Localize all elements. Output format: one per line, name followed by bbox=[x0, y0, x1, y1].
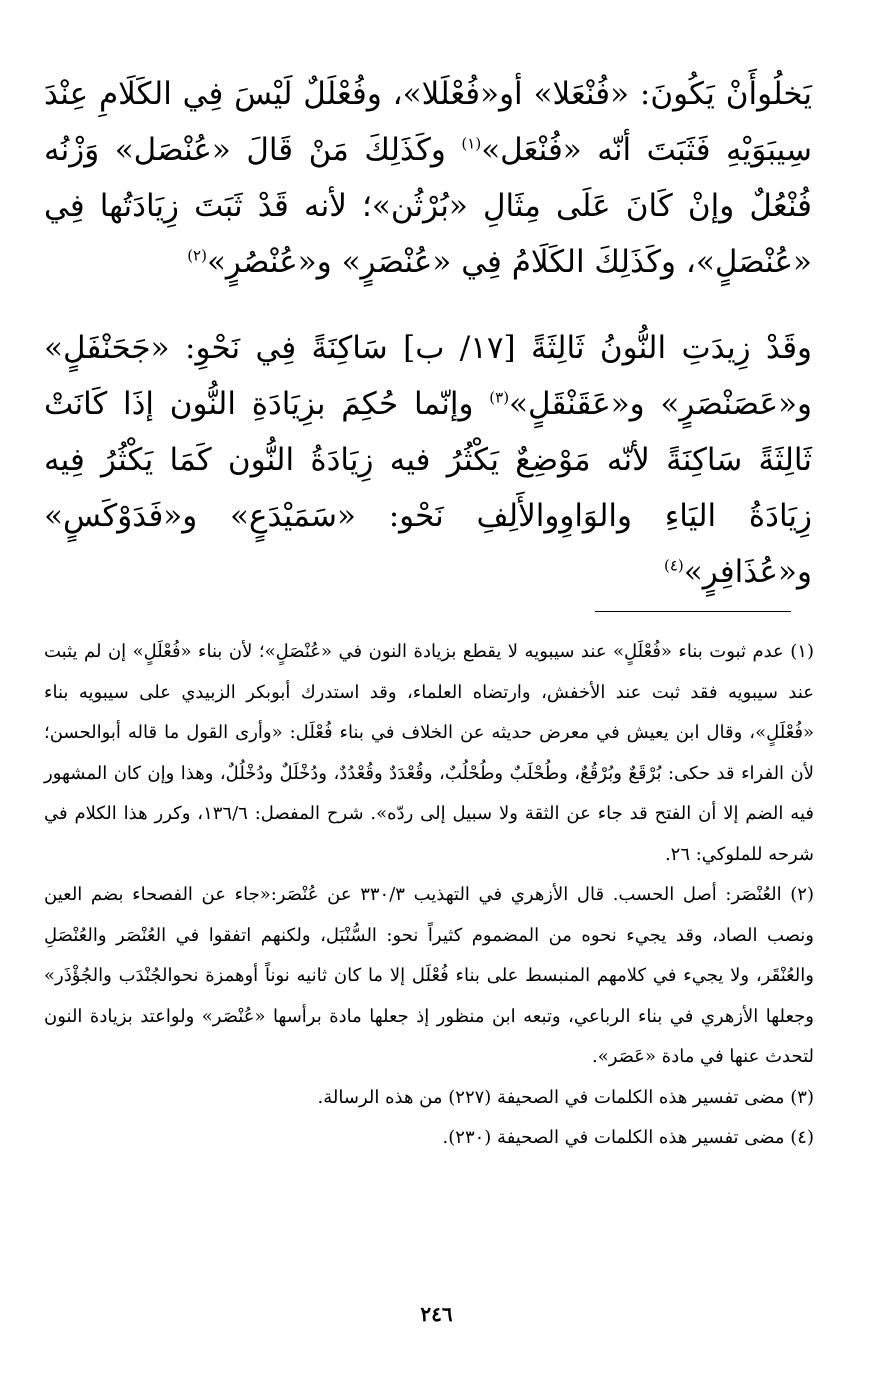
footnote-2 bbox=[44, 875, 814, 1078]
footnote-reference-2[interactable]: (٢) bbox=[187, 246, 207, 265]
footnote-marker: (٣) bbox=[790, 1086, 814, 1108]
main-paragraph-1 bbox=[44, 66, 812, 290]
footnote-separator bbox=[595, 611, 791, 612]
footnote-text: عدم ثبوت بناء «فُعْلَلٍ» عند سيبويه لا يقطع بزيادة النون في «عُنْصَلٍ»؛ لأن بناء «فُعْلَلٍ» إن لم يثبت عند سيبويه فقد ثبت عند الأخفش، وارتضاه العلماء، وقد استدرك أبوبكر الزبيدي على سيبويه بناء «فُعْلَلٍ»، وقال ابن يعيش في معرض حديثه عن الخلاف في بناء فُعْلَل: «وأرى القول ما قاله أبوالحسن؛ لأن الفراء قد حكى: بُرْقَعٌ وبُرْقُعٌ، وطُحْلَبٌ وطُحْلُبٌ، وقُعْدَدٌ وقُعْدُدٌ، ودُخْلَلٌ ودُخْلُلٌ، وهذا وإن كان المشهور فيه الضم إلا أن الفتح قد جاء عن الثقة ولا سبيل إلى ردّه». شرح المفصل: ١٣٦/٦، وكرر هذا الكلام في شرحه للملوكي: ٢٦. bbox=[44, 641, 814, 865]
footnote-3 bbox=[44, 1078, 814, 1118]
footnotes-section bbox=[44, 632, 814, 1158]
footnote-text: مضى تفسير هذه الكلمات في الصحيفة (٢٢٧) من هذه الرسالة. bbox=[317, 1086, 791, 1108]
footnote-1 bbox=[44, 632, 814, 875]
footnote-marker: (٢) bbox=[790, 884, 814, 905]
main-paragraph-2 bbox=[44, 320, 812, 600]
footnote-text: العُنْصَر: أصل الحسب. قال الأزهري في التهذيب ٣٣٠/٣ عن عُنْصَر:«جاء عن الفصحاء بضم العين ونصب الصاد، وقد يجيء نحوه من المضموم كثيراً نحو: السُّنْبَل، ولكنهم اتفقوا في العُنْصَر والعُنْصَلِ والعُنْقَر، ولا يجيء في كلامهم المنبسط على بناء فُعْلَل إلا ما كان ثانيه نوناً أوهمزة نحوالجُنْدَب والجُؤْذَر» وجعلها الأزهري في بناء الرباعي، وتبعه ابن منظور إذ جعلها مادة برأسها «عُنْصَر» ولواعتد بزيادة النون لتحدث عنها في مادة «عَصَر». bbox=[44, 884, 814, 1067]
footnote-reference-1[interactable]: (١) bbox=[461, 134, 482, 153]
footnote-text: مضى تفسير هذه الكلمات في الصحيفة (٢٣٠). bbox=[442, 1126, 791, 1148]
footnote-marker: (١) bbox=[790, 641, 814, 662]
paragraph-text: وإنّما حُكِمَ بزِيَادَةِ النُّون إذَا كَانَتْ ثَالِثَةً سَاكِنَةً لأنّه مَوْضِعٌ يَكْثُرُ فيه زِيَادَةُ النُّون كَمَا يَكْثُرُ فِيه زِيَادَةُ اليَاءِ والوَاوِوالأَلِفِ نَحْو: «سَمَيْدَعٍ» و«فَدَوْكَسٍ» و«عُذَافِرٍ» bbox=[44, 386, 812, 590]
footnote-reference-3[interactable]: (٣) bbox=[489, 388, 510, 407]
paragraph-text: وكَذَلِكَ مَنْ قَالَ «عُنْصَل» وَزْنُه فُنْعُلٌ وإنْ كَانَ عَلَى مِثَالِ «بُرْثُن»؛ لأنه قَدْ ثَبَتَ زِيَادَتُها فِي «عُنْصَلٍ»، وكَذَلِكَ الكَلَامُ فِي «عُنْصَرٍ» و«عُنْصُرٍ» bbox=[44, 132, 812, 280]
footnote-4 bbox=[44, 1118, 814, 1158]
paragraph-text: يَخلُوأَنْ يَكُونَ: «فُنْعَلا» أو«فُعْلَلا»، وفُعْلَلٌ لَيْسَ فِي الكَلَامِ عِنْدَ سِيبَوَيْهِ فَثَبَتَ أنّه «فُنْعَل» bbox=[44, 76, 813, 168]
footnote-reference-4[interactable]: (٤) bbox=[664, 556, 684, 575]
paragraph-text: وقَدْ زِيدَتِ النُّونُ ثَالِثَةً [١٧/ ب] سَاكِنَةً فِي نَحْوِ: «جَحَنْفَلٍ» و«عَصَنْصَرٍ» و«عَقَنْقَلٍ» bbox=[44, 330, 813, 422]
footnote-marker: (٤) bbox=[790, 1126, 814, 1148]
page-number: ٢٤٦ bbox=[420, 1302, 453, 1326]
